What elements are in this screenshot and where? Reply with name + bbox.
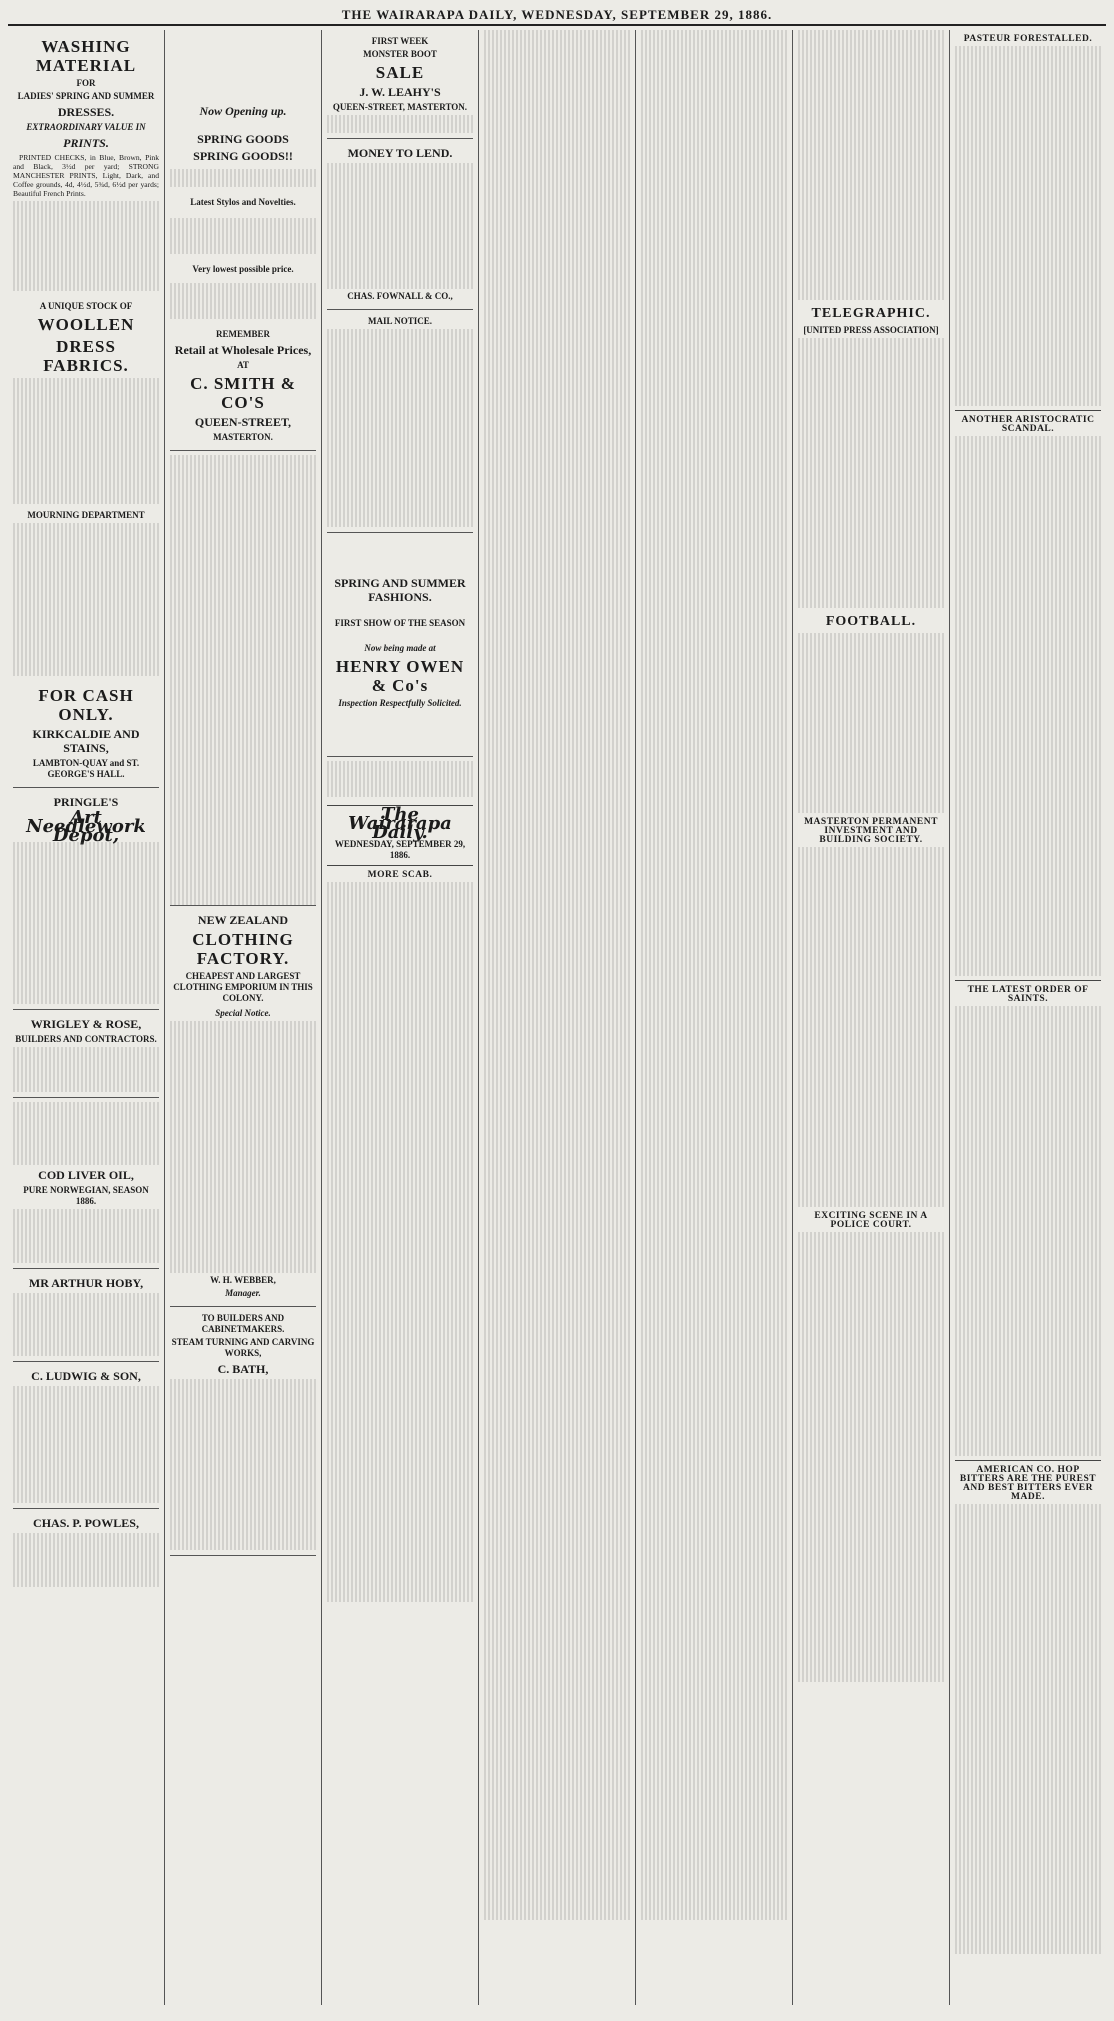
clothing-factory-ad bbox=[170, 905, 316, 1307]
advert-notice bbox=[327, 757, 473, 801]
ludwig-ad bbox=[13, 1362, 159, 1509]
ad-text: QUEEN-STREET, bbox=[194, 415, 292, 429]
ad-text: KIRKCALDIE AND STAINS, bbox=[32, 727, 140, 755]
column-6 bbox=[793, 30, 950, 2005]
ad-text: BUILDERS AND CONTRACTORS. bbox=[15, 1034, 157, 1044]
ad-headline: SPRING AND SUMMER FASHIONS. bbox=[334, 576, 466, 604]
masthead-title: THE WAIRARAPA DAILY, WEDNESDAY, SEPTEMBER 29, 1886. bbox=[341, 7, 773, 22]
ad-headline: CHAS. P. POWLES, bbox=[33, 1516, 139, 1530]
ad-text: FOR bbox=[76, 78, 96, 88]
section-heading: FOOTBALL. bbox=[825, 614, 917, 629]
ad-headline: DRESS FABRICS. bbox=[43, 337, 129, 375]
ad-text: Inspection Respectfully Solicited. bbox=[338, 698, 462, 708]
article-text bbox=[641, 30, 787, 1920]
ad-headline: SPRING GOODS!! bbox=[193, 149, 293, 163]
column-4 bbox=[479, 30, 636, 2005]
ad-text: MOURNING DEPARTMENT bbox=[27, 510, 145, 520]
ad-text: Now Opening up. bbox=[199, 104, 287, 118]
article-text bbox=[798, 1232, 944, 1682]
article-text bbox=[955, 436, 1101, 976]
article-text bbox=[955, 46, 1101, 406]
ad-headline: WOOLLEN bbox=[37, 315, 135, 334]
article-text bbox=[798, 338, 944, 608]
ad-text: MASTERTON. bbox=[213, 432, 273, 442]
column-5 bbox=[636, 30, 793, 2005]
ad-headline: NEW ZEALAND bbox=[197, 913, 289, 927]
ad-headline: C. SMITH & CO'S bbox=[190, 374, 296, 412]
article-heading: AMERICAN CO. HOP BITTERS ARE THE PUREST AND BEST BITTERS EVER MADE. bbox=[959, 1465, 1097, 1502]
newspaper-nameplate: The Wairarapa Daily. bbox=[348, 804, 452, 843]
issue-date: WEDNESDAY, SEPTEMBER 29, 1886. bbox=[334, 839, 466, 860]
column-2 bbox=[165, 30, 322, 2005]
ad-text: PRINTS. bbox=[63, 136, 109, 150]
article-heading: MORE SCAB. bbox=[367, 870, 433, 880]
ad-text: Very lowest possible price. bbox=[192, 264, 294, 274]
column-1 bbox=[8, 30, 165, 2005]
ad-text: CHAS. FOWNALL & CO., bbox=[347, 291, 453, 301]
ad-headline: HENRY OWEN & Co's bbox=[335, 657, 465, 695]
ad-text: Latest Stylos and Novelties. bbox=[190, 197, 296, 207]
ad-text: W. H. WEBBER, bbox=[210, 1275, 276, 1285]
article-heading: ANOTHER ARISTOCRATIC SCANDAL. bbox=[961, 415, 1095, 434]
ad-headline: FOR CASH ONLY. bbox=[38, 686, 134, 724]
ad-text: DRESSES. bbox=[57, 105, 115, 119]
masthead bbox=[8, 6, 1106, 26]
ad-headline: TO BUILDERS AND CABINETMAKERS. bbox=[201, 1313, 285, 1334]
washing-material-ad bbox=[13, 30, 159, 788]
ad-text: Retail at Wholesale Prices, bbox=[174, 343, 312, 357]
ad-headline: COD LIVER OIL, bbox=[38, 1168, 134, 1182]
ad-text: PRINGLE'S bbox=[53, 795, 119, 809]
ad-text: AT bbox=[237, 360, 249, 370]
cod-liver-ad bbox=[13, 1098, 159, 1269]
article-text bbox=[955, 1504, 1101, 1954]
money-ad bbox=[327, 139, 473, 310]
ad-text: LADIES' SPRING AND SUMMER bbox=[17, 91, 155, 101]
article-text bbox=[327, 882, 473, 1602]
column-3 bbox=[322, 30, 479, 2005]
section-heading: TELEGRAPHIC. bbox=[811, 306, 931, 321]
columns bbox=[8, 30, 1106, 2005]
ad-headline: C. BATH, bbox=[217, 1362, 269, 1376]
ad-headline: WRIGLEY & ROSE, bbox=[30, 1017, 142, 1031]
ad-headline: MONEY TO LEND. bbox=[347, 146, 453, 160]
hoby-ad bbox=[13, 1269, 159, 1362]
ad-text: A UNIQUE STOCK OF bbox=[39, 301, 133, 311]
owen-ad bbox=[327, 533, 473, 757]
ad-text: CHEAPEST AND LARGEST CLOTHING EMPORIUM IN THIS COLONY. bbox=[173, 971, 313, 1003]
ad-text: PURE NORWEGIAN, SEASON 1886. bbox=[23, 1185, 149, 1206]
leahy-ad bbox=[327, 30, 473, 139]
article-text bbox=[170, 451, 316, 905]
ad-text: Now being made at bbox=[364, 643, 436, 653]
ad-body: PRINTED CHECKS, in Blue, Brown, Pink and Black, 3½d per yard; STRONG MANCHESTER PRINTS, Light, Dark, and Coffee grounds, 4d, 4½d, 5¾d, 6½d per yards; Beautiful French Prints. bbox=[13, 153, 159, 198]
article-text bbox=[798, 633, 944, 813]
column-7 bbox=[950, 30, 1106, 2005]
article-heading: EXCITING SCENE IN A POLICE COURT. bbox=[814, 1211, 928, 1230]
ad-headline: CLOTHING FACTORY. bbox=[192, 930, 294, 968]
powles-ad bbox=[13, 1509, 159, 1592]
newspaper-page bbox=[8, 6, 1106, 2009]
ad-text: EXTRAORDINARY VALUE IN bbox=[26, 122, 146, 132]
article-heading: MASTERTON PERMANENT INVESTMENT AND BUILDING SOCIETY. bbox=[804, 817, 938, 845]
bath-ad bbox=[170, 1307, 316, 1556]
ad-headline: SALE bbox=[375, 63, 425, 82]
mail-notice bbox=[327, 310, 473, 533]
ad-headline: MAIL NOTICE. bbox=[367, 316, 432, 326]
ad-headline: Art Needlework Depot, bbox=[26, 807, 146, 846]
ad-text: LAMBTON-QUAY and ST. GEORGE'S HALL. bbox=[32, 758, 140, 779]
ad-text: REMEMBER bbox=[216, 329, 270, 339]
ad-text: FIRST WEEK bbox=[371, 36, 429, 46]
article-text bbox=[798, 30, 944, 300]
ad-text: Manager. bbox=[225, 1288, 261, 1298]
article-text bbox=[484, 30, 630, 1920]
ad-headline: MR ARTHUR HOBY, bbox=[28, 1276, 144, 1290]
wrigley-ad bbox=[13, 1010, 159, 1098]
section-subheading: [UNITED PRESS ASSOCIATION] bbox=[803, 325, 939, 335]
ad-headline: WASHING MATERIAL bbox=[35, 37, 137, 75]
ad-text: FIRST SHOW OF THE SEASON bbox=[334, 618, 466, 628]
ad-text: Special Notice. bbox=[215, 1008, 271, 1018]
ad-headline: C. LUDWIG & SON, bbox=[31, 1369, 141, 1383]
article-text bbox=[955, 1006, 1101, 1456]
article-heading: PASTEUR FORESTALLED. bbox=[963, 34, 1093, 44]
smith-ad bbox=[170, 30, 316, 451]
ad-headline: J. W. LEAHY'S bbox=[359, 85, 441, 99]
pringles-ad bbox=[13, 788, 159, 1010]
article-text bbox=[798, 847, 944, 1207]
ad-text: MONSTER BOOT bbox=[363, 49, 437, 59]
ad-text: STEAM TURNING AND CARVING WORKS, bbox=[171, 1337, 315, 1358]
ad-headline: SPRING GOODS bbox=[197, 132, 289, 146]
ad-text: QUEEN-STREET, MASTERTON. bbox=[332, 102, 468, 112]
article-heading: THE LATEST ORDER OF SAINTS. bbox=[967, 985, 1089, 1004]
